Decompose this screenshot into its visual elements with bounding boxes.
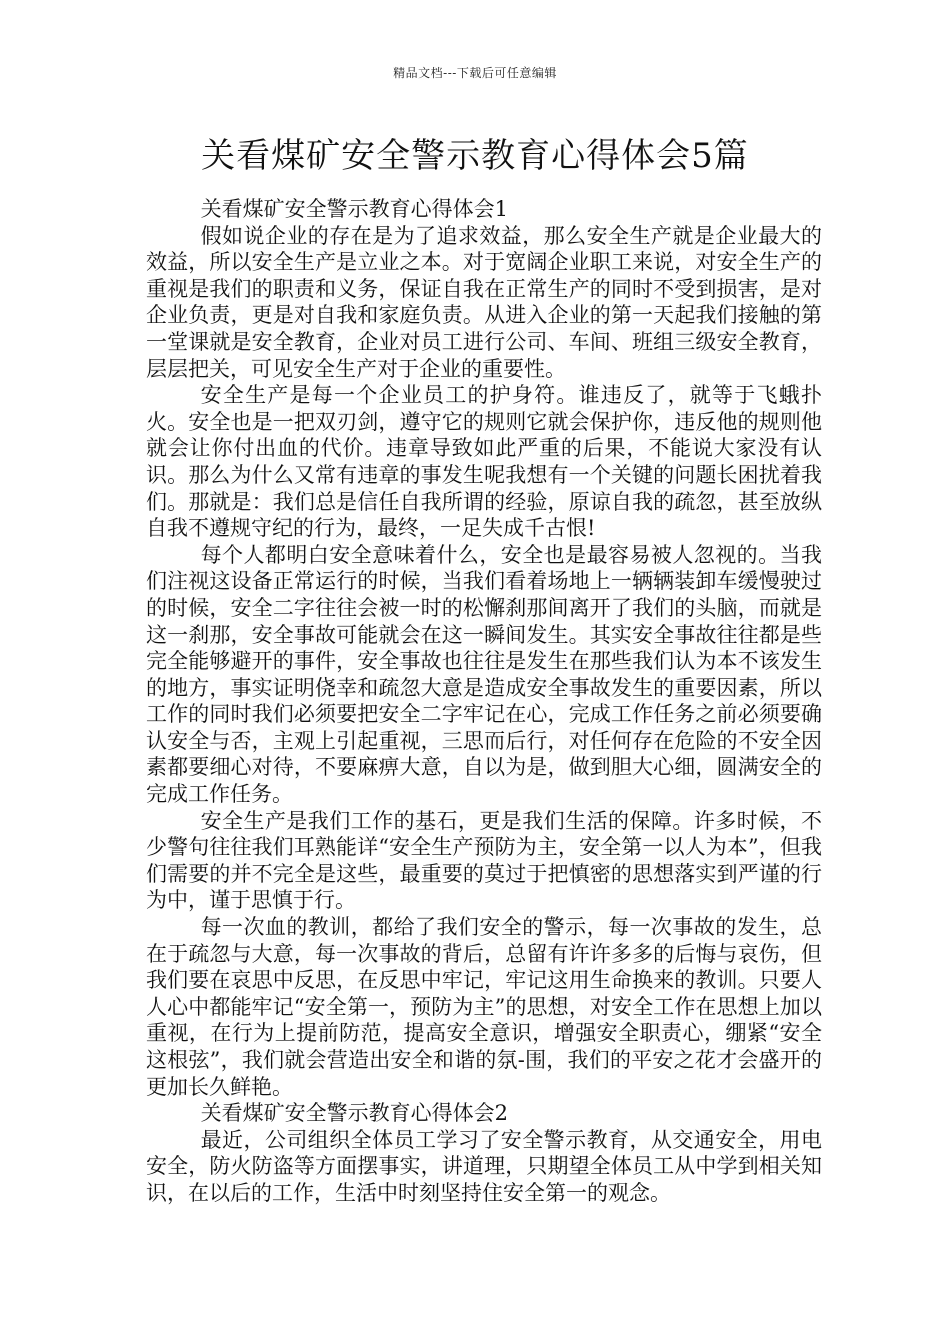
paragraph: 安全生产是我们工作的基石，更是我们生活的保障。许多时候，不少警句往往我们耳熟能详“安全生产预防为主，安全第一以人为本”，但我们需要的并不完全是这些，最重要的莫过于把慎密的思想落实到严谨的行为中，谨于思慎于行。: [146, 808, 822, 913]
document-body: [146, 196, 822, 1207]
paragraph: 最近，公司组织全体员工学习了安全警示教育，从交通安全，用电安全，防火防盗等方面摆事实，讲道理，只期望全体员工从中学到相关知识，在以后的工作，生活中时刻坚持住安全第一的观念。: [146, 1127, 822, 1205]
section-heading: 关看煤矿安全警示教育心得体会1: [200, 197, 508, 221]
document-title: 关看煤矿安全警示教育心得体会5篇: [201, 136, 749, 176]
paragraph: 假如说企业的存在是为了追求效益，那么安全生产就是企业最大的效益，所以安全生产是立业之本。对于宽阔企业职工来说，对安全生产的重视是我们的职责和义务，保证自我在正常生产的同时不受到损害，是对企业负责，更是对自我和家庭负责。从进入企业的第一天起我们接触的第一堂课就是安全教育，企业对员工进行公司、车间、班组三级安全教育，层层把关，可见安全生产对于企业的重要性。: [146, 223, 822, 381]
page-header-note: 精品文档---下载后可任意编辑: [393, 66, 557, 80]
paragraph: 每一次血的教训，都给了我们安全的警示，每一次事故的发生，总在于疏忽与大意，每一次事故的背后，总留有许许多多的后悔与哀伤，但我们要在哀思中反思，在反思中牢记，牢记这用生命换来的教训。只要人人心中都能牢记“安全第一，预防为主”的思想，对安全工作在思想上加以重视，在行为上提前防范，提高安全意识，增强安全职责心，绷紧“安全这根弦”，我们就会营造出安全和谐的氛-围，我们的平安之花才会盛开的更加长久鲜艳。: [146, 915, 822, 1099]
paragraph: 每个人都明白安全意味着什么，安全也是最容易被人忽视的。当我们注视这设备正常运行的时候，当我们看着场地上一辆辆装卸车缓慢驶过的时候，安全二字往往会被一时的松懈刹那间离开了我们的头脑，而就是这一刹那，安全事故可能就会在这一瞬间发生。其实安全事故往往都是些完全能够避开的事件，安全事故也往往是发生在那些我们认为本不该发生的地方，事实证明侥幸和疏忽大意是造成安全事故发生的重要因素，所以工作的同时我们必须要把安全二字牢记在心，完成工作任务之前必须要确认安全与否，主观上引起重视，三思而后行，对任何存在危险的不安全因素都要细心对待，不要麻痹大意，自以为是，做到胆大心细，圆满安全的完成工作任务。: [146, 542, 822, 807]
section-heading: 关看煤矿安全警示教育心得体会2: [200, 1101, 508, 1126]
paragraph: 安全生产是每一个企业员工的护身符。谁违反了，就等于飞蛾扑火。安全也是一把双刃剑，遵守它的规则它就会保护你，违反他的规则他就会让你付出血的代价。违章导致如此严重的后果，不能说大家没有认识。那么为什么又常有违章的事发生呢我想有一个关键的问题长困扰着我们。那就是：我们总是信任自我所谓的经验，原谅自我的疏忽，甚至放纵自我不遵规守纪的行为，最终，一足失成千古恨!: [146, 383, 822, 541]
